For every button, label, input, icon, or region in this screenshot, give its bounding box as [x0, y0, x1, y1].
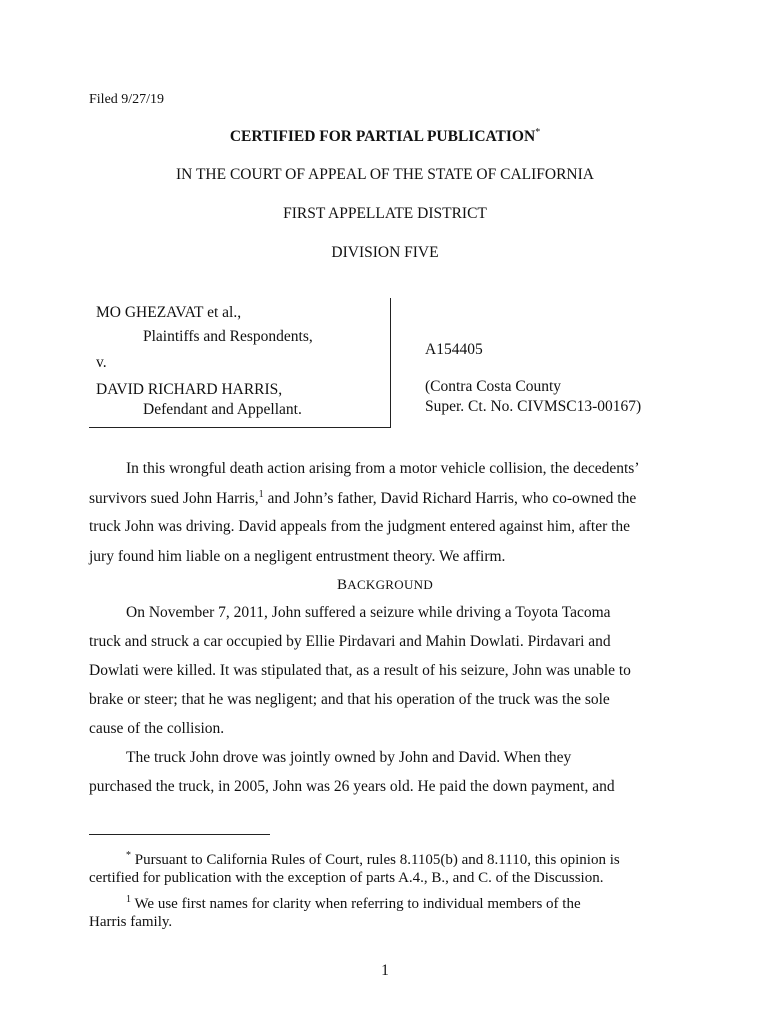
intro-line: jury found him liable on a negligent entrustment theory. We affirm.: [89, 548, 506, 565]
footnote-1-mark: 1: [126, 894, 131, 905]
background-line: The truck John drove was jointly owned by John and David. When they: [126, 749, 572, 766]
intro-line: [89, 489, 636, 508]
court-name: IN THE COURT OF APPEAL OF THE STATE OF CALIFORNIA: [176, 166, 594, 183]
background-line: purchased the truck, in 2005, John was 26 years old. He paid the down payment, and: [89, 778, 615, 795]
background-line: brake or steer; that he was negligent; and that his operation of the truck was the sole: [89, 691, 610, 708]
certification-heading: [0, 127, 770, 146]
intro-line: truck John was driving. David appeals from the judgment entered against him, after the: [89, 518, 631, 535]
background-line: cause of the collision.: [89, 720, 225, 737]
heading-rest: ACKGROUND: [347, 577, 434, 592]
background-line: On November 7, 2011, John suffered a seizure while driving a Toyota Tacoma: [126, 604, 611, 621]
defendant-name: DAVID RICHARD HARRIS,: [96, 381, 283, 398]
footnote-star-continued: certified for publication with the exception of parts A.4., B., and C. of the Discussion.: [89, 870, 604, 886]
versus: v.: [96, 354, 107, 371]
footnote-ref-1[interactable]: 1: [258, 489, 264, 500]
appellate-district: FIRST APPELLATE DISTRICT: [283, 205, 487, 222]
footnote-star-mark: *: [126, 850, 131, 861]
division: DIVISION FIVE: [331, 244, 439, 261]
superior-court-number: Super. Ct. No. CIVMSC13-00167): [425, 398, 642, 415]
case-number: A154405: [425, 341, 483, 358]
heading-initial: B: [336, 577, 348, 593]
defendant-role: Defendant and Appellant.: [143, 401, 302, 418]
background-line: Dowlati were killed. It was stipulated that, as a result of his seizure, John was unable to: [89, 662, 631, 679]
certification-text: CERTIFIED FOR PARTIAL PUBLICATION: [229, 128, 536, 146]
page-number: 1: [381, 962, 389, 979]
footnote-1-continued: Harris family.: [89, 914, 173, 930]
footnote-text: We use first names for clarity when referring to individual members of the: [131, 896, 581, 912]
intro-line: In this wrongful death action arising from a motor vehicle collision, the decedents’: [126, 460, 640, 477]
background-line: truck and struck a car occupied by Ellie Pirdavari and Mahin Dowlati. Pirdavari and: [89, 633, 611, 650]
county: (Contra Costa County: [425, 378, 562, 395]
footnote-star: [126, 850, 620, 869]
intro-text: and John’s father, David Richard Harris, who co-owned the: [263, 490, 637, 508]
plaintiffs-name: MO GHEZAVAT et al.,: [96, 304, 242, 321]
filed-date: Filed 9/27/19: [89, 92, 165, 107]
section-heading-background: [0, 577, 770, 594]
intro-text: survivors sued John Harris,: [89, 490, 259, 508]
certification-footnote-mark: *: [535, 127, 541, 138]
footnote-separator: [89, 834, 270, 835]
footnote-text: Pursuant to California Rules of Court, rules 8.1105(b) and 8.1110, this opinion is: [131, 852, 620, 868]
footnote-1: [126, 894, 581, 913]
plaintiffs-role: Plaintiffs and Respondents,: [143, 328, 313, 345]
